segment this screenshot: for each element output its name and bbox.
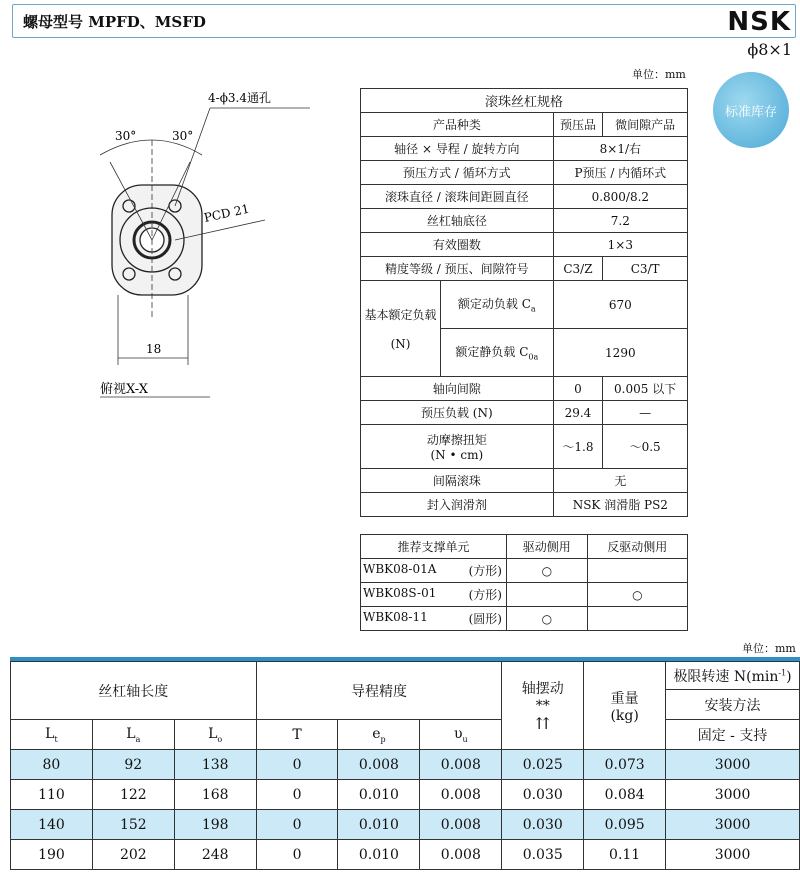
spec-value: ～1.8 (553, 425, 603, 469)
spec-value: 29.4 (553, 401, 603, 425)
nut-outline (112, 185, 202, 295)
table-cell: 138 (174, 750, 256, 780)
stock-badge[interactable]: 标准库存 (713, 72, 789, 148)
spec-label: 滚珠直径 / 滚珠间距圆直径 (361, 185, 554, 209)
table-cell: 0.010 (338, 840, 420, 870)
spec-value: 0.005 以下 (603, 377, 688, 401)
spec-label: 封入润滑剂 (361, 493, 554, 517)
support-model: WBK08-11 (圆形) (361, 607, 507, 631)
spec-value: C3/Z (553, 257, 603, 281)
spec-label: 丝杠轴底径 (361, 209, 554, 233)
main-unit: 单位：mm (742, 642, 796, 655)
table-cell: 0.008 (338, 750, 420, 780)
col-vu: $\upsilon_u$ (420, 720, 502, 750)
table-cell: 0 (256, 750, 338, 780)
spec-value: 7.2 (553, 209, 687, 233)
col-lead-accuracy: 导程精度 (256, 662, 502, 720)
support-model: WBK08-01A (方形) (361, 559, 507, 583)
table-cell: 168 (174, 780, 256, 810)
page-title: 螺母型号 MPFD、MSFD (23, 13, 206, 31)
table-cell: 0.084 (584, 780, 666, 810)
col-shaft-length: 丝杠轴长度 (11, 662, 257, 720)
table-cell: 0.073 (584, 750, 666, 780)
spec-title: 滚珠丝杠规格 (361, 89, 688, 113)
table-cell: 0 (256, 810, 338, 840)
table-cell: 110 (11, 780, 93, 810)
col-l1: $L_t$ (11, 720, 93, 750)
spec-value: 0.800/8.2 (553, 185, 687, 209)
shaft-table (10, 661, 800, 870)
table-cell: 152 (92, 810, 174, 840)
table-cell: 0.008 (420, 780, 502, 810)
dyn-load-value: 670 (553, 281, 687, 329)
table-row (11, 840, 800, 870)
table-cell: 0.008 (420, 750, 502, 780)
col-l3: $L_o$ (174, 720, 256, 750)
support-drive (507, 583, 588, 607)
support-header: 推荐支撑单元 (361, 535, 507, 559)
col-mount: 安装方法 (666, 690, 800, 720)
table-cell: 140 (11, 810, 93, 840)
spec-value: NSK 润滑脂 PS2 (553, 493, 687, 517)
support-header: 反驱动侧用 (587, 535, 687, 559)
top-view-drawing (80, 80, 330, 410)
view-label: 俯视X-X (100, 382, 148, 397)
support-row (361, 559, 688, 583)
spec-value: 无 (553, 469, 687, 493)
table-cell: 3000 (666, 810, 800, 840)
col-micro: 微间隙产品 (603, 113, 688, 137)
col-ep: $e_p$ (338, 720, 420, 750)
support-drive: ○ (507, 607, 588, 631)
col-l2: $L_a$ (92, 720, 174, 750)
table-cell: 92 (92, 750, 174, 780)
table-cell: 202 (92, 840, 174, 870)
header-bar (12, 4, 796, 38)
brand-logo: NSK (727, 7, 791, 37)
table-cell: 0 (256, 780, 338, 810)
support-anti (587, 559, 687, 583)
support-anti: ○ (587, 583, 687, 607)
spec-value: C3/T (603, 257, 688, 281)
spec-label: 有效圈数 (361, 233, 554, 257)
col-preload: 预压品 (553, 113, 603, 137)
spec-table (360, 88, 688, 517)
col-speed: 极限转速 $N(\min^{-1})$ (666, 662, 800, 690)
table-cell: 0.010 (338, 780, 420, 810)
table-cell: 0.008 (420, 810, 502, 840)
table-cell: 0.030 (502, 780, 584, 810)
table-cell: 3000 (666, 840, 800, 870)
support-drive: ○ (507, 559, 588, 583)
table-cell: 3000 (666, 750, 800, 780)
table-cell: 0.035 (502, 840, 584, 870)
pcd-label: PCD 21 (202, 201, 251, 225)
table-cell: 0.008 (420, 840, 502, 870)
width-label: 18 (146, 342, 162, 356)
table-row (11, 780, 800, 810)
table-cell: 80 (11, 750, 93, 780)
table-cell: 0.030 (502, 810, 584, 840)
col-t: T (256, 720, 338, 750)
size-label: ϕ8×1 (747, 40, 792, 59)
angle-left: 30° (115, 129, 137, 143)
support-header: 驱动侧用 (507, 535, 588, 559)
spec-value: P预压 / 内循环式 (553, 161, 687, 185)
table-cell: 0.095 (584, 810, 666, 840)
spec-value: ～0.5 (603, 425, 688, 469)
spec-value: 1×3 (553, 233, 687, 257)
table-cell: 0.11 (584, 840, 666, 870)
table-cell: 122 (92, 780, 174, 810)
spec-label: 预压负载 (N) (361, 401, 554, 425)
spec-value: — (603, 401, 688, 425)
spec-label: 间隔滚珠 (361, 469, 554, 493)
torque-label: 动摩擦扭矩 (N • cm) (361, 425, 554, 469)
support-row (361, 583, 688, 607)
load-label: 基本额定负载 (N) (361, 281, 441, 377)
sta-load-value: 1290 (553, 329, 687, 377)
table-cell: 0.010 (338, 810, 420, 840)
table-row (11, 810, 800, 840)
support-anti (587, 607, 687, 631)
table-cell: 0.025 (502, 750, 584, 780)
hole-note: 4-ϕ3.4通孔 (208, 91, 271, 105)
spec-value: 8×1/右 (553, 137, 687, 161)
support-model: WBK08S-01 (方形) (361, 583, 507, 607)
support-table (360, 534, 688, 631)
table-row (11, 750, 800, 780)
col-weight: 重量 (kg) (584, 662, 666, 750)
spec-label: 精度等级 / 预压、间隙符号 (361, 257, 554, 281)
support-row (361, 607, 688, 631)
spec-value: 0 (553, 377, 603, 401)
runout-icon: ⇈ (536, 714, 550, 733)
dyn-load-label: 额定动负载 $C_a$ (441, 281, 554, 329)
col-runout: 轴摆动 ** ⇈ (502, 662, 584, 750)
table-cell: 0 (256, 840, 338, 870)
table-cell: 190 (11, 840, 93, 870)
angle-right: 30° (172, 129, 194, 143)
table-cell: 3000 (666, 780, 800, 810)
spec-label: 预压方式 / 循环方式 (361, 161, 554, 185)
spec-label: 轴向间隙 (361, 377, 554, 401)
sta-load-label: 额定静负载 $C_{0a}$ (441, 329, 554, 377)
table-cell: 248 (174, 840, 256, 870)
table-cell: 198 (174, 810, 256, 840)
col-type: 产品种类 (361, 113, 554, 137)
spec-label: 轴径 × 导程 / 旋转方向 (361, 137, 554, 161)
spec-unit: 单位：mm (632, 68, 686, 81)
col-mount-type: 固定 - 支持 (666, 720, 800, 750)
